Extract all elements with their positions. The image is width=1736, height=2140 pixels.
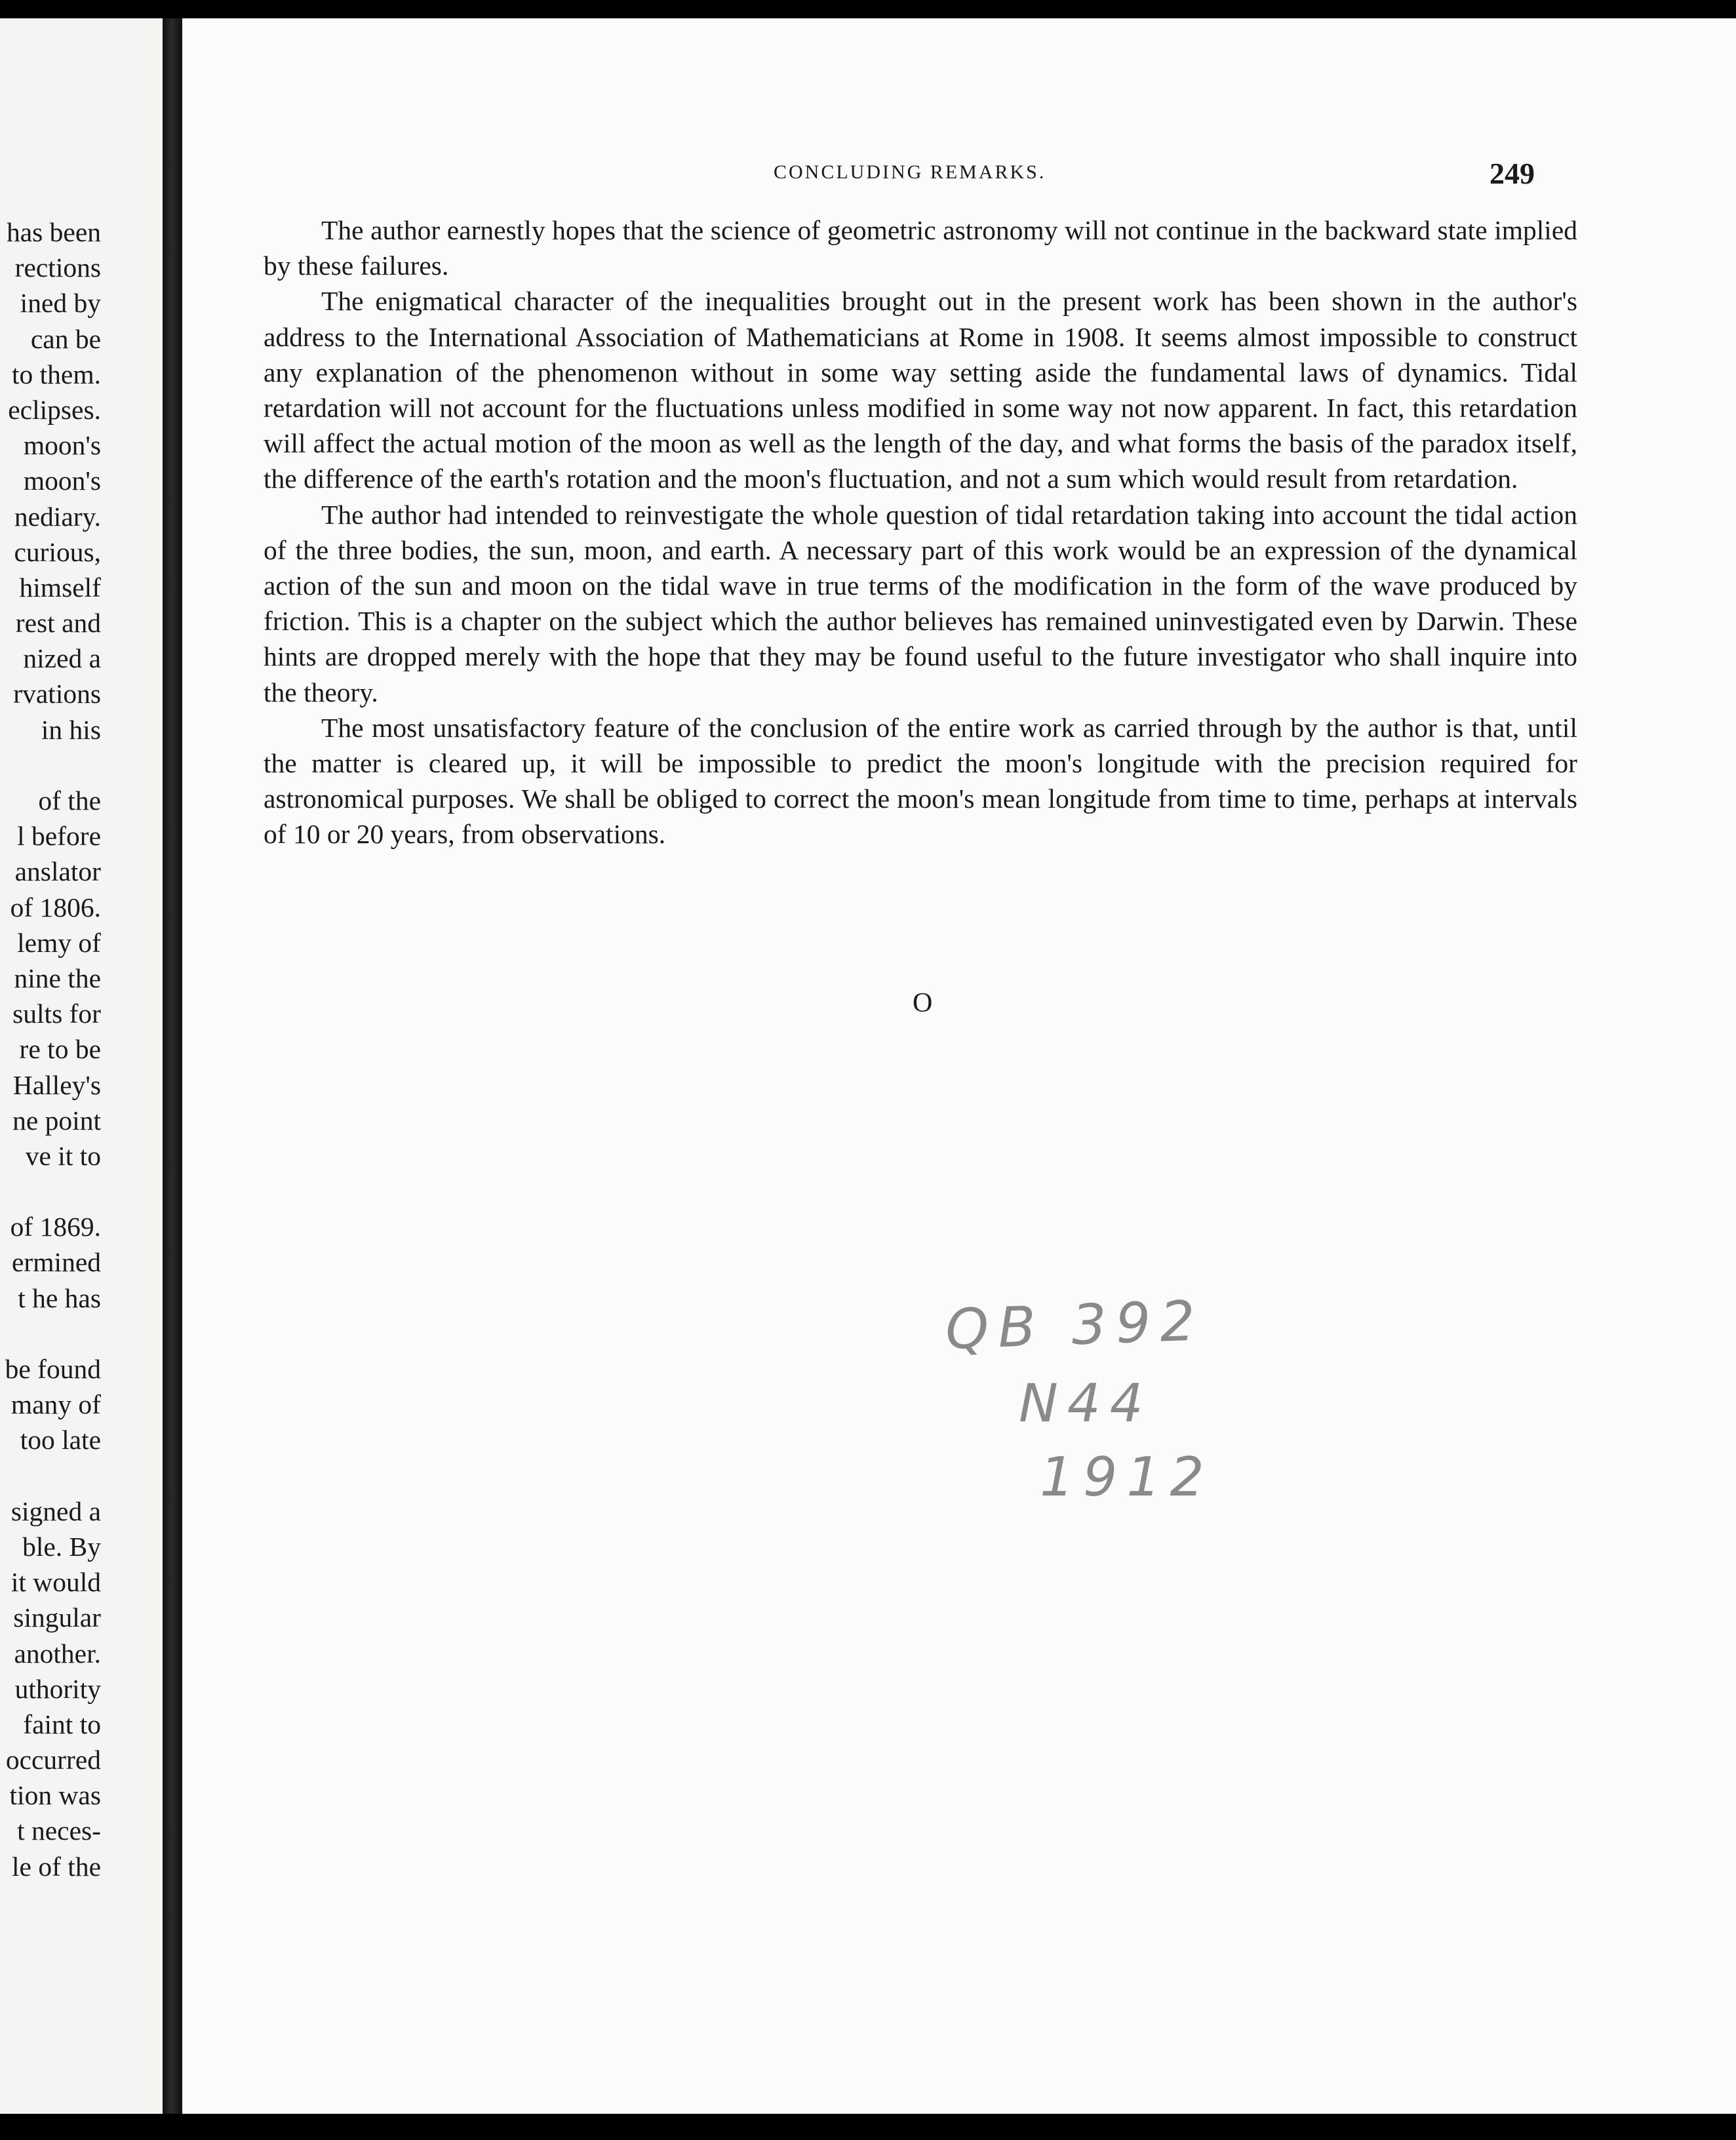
handwritten-call-number-line-3: 1912 xyxy=(1040,1446,1213,1509)
facing-page-line: many of xyxy=(10,1389,101,1420)
facing-page-line: ermined xyxy=(12,1247,101,1278)
page-number: 249 xyxy=(1489,157,1535,190)
facing-page-line: lemy of xyxy=(17,927,101,958)
facing-page-line: of 1806. xyxy=(10,892,101,922)
facing-page-line: can be xyxy=(30,323,101,354)
facing-page-line: moon's xyxy=(23,430,101,461)
facing-page-line xyxy=(5,747,101,783)
handwritten-call-number-line-1: QB 392 xyxy=(944,1288,1206,1362)
handwritten-call-number-line-2: N44 xyxy=(1019,1373,1153,1434)
facing-page-line: occurred xyxy=(5,1745,101,1775)
facing-page-line: ble. By xyxy=(22,1531,101,1562)
body-text xyxy=(264,212,1577,852)
facing-page-line: re to be xyxy=(19,1034,101,1065)
facing-page-line: t he has xyxy=(18,1282,101,1313)
end-mark: O xyxy=(913,988,933,1018)
paragraph: The author earnestly hopes that the science of geometric astronomy will not continue in the backward state implied by these failures. xyxy=(264,215,1577,281)
facing-page-line: to them. xyxy=(11,359,101,389)
facing-page-line: tion was xyxy=(9,1780,101,1811)
facing-page-line: nediary. xyxy=(14,501,101,532)
facing-page-line: too late xyxy=(20,1425,101,1456)
facing-page-line xyxy=(5,1458,101,1494)
book-page xyxy=(182,18,1736,2114)
facing-page-line: faint to xyxy=(23,1709,101,1739)
paragraph: The enigmatical character of the inequalities brought out in the present work has been shown in the author's address to the International Association of Mathematicians at Rome in 1908. It seems almost impossible to construct any explanation of the phenomenon without in some way setting aside the fundamental laws of dynamics. Tidal retardation will not account for the fluctuations unless modified in some way not now apparent. In fact, this retardation will affect the actual motion of the moon as well as the length of the day, and what forms the basis of the paradox itself, the difference of the earth's rotation and the moon's fluctuation, and not a sum which would result from retardation. xyxy=(264,286,1577,494)
facing-page-line: nine the xyxy=(14,962,101,993)
facing-page-line: ve it to xyxy=(25,1140,101,1171)
facing-page-line: Halley's xyxy=(12,1069,101,1100)
facing-page-line: rest and xyxy=(15,608,101,639)
facing-page-line: rections xyxy=(14,252,101,283)
facing-page-line: t neces- xyxy=(17,1815,101,1846)
facing-page-line xyxy=(5,1316,101,1351)
running-head: CONCLUDING REMARKS. xyxy=(774,161,1046,183)
facing-page-text xyxy=(5,214,101,1884)
facing-page-line: uthority xyxy=(14,1673,101,1704)
facing-page-line: in his xyxy=(41,714,101,745)
facing-page-line: signed a xyxy=(10,1496,101,1526)
facing-page-line: of 1869. xyxy=(10,1212,101,1242)
facing-page-line: moon's xyxy=(23,466,101,496)
facing-page-fragment xyxy=(0,18,163,2114)
facing-page-line: another. xyxy=(14,1638,101,1669)
facing-page-line: nized a xyxy=(23,643,101,674)
book-gutter xyxy=(163,18,182,2114)
facing-page-line: it would xyxy=(10,1567,101,1598)
facing-page-line: curious, xyxy=(14,536,101,567)
paragraph: The most unsatisfactory feature of the conclusion of the entire work as carried through by the author is that, until the matter is cleared up, it will be impossible to predict the moon's longitude with the precision required for astronomical purposes. We shall be obliged to correct the moon's mean longitude from time to time, perhaps at intervals of 10 or 20 years, from observations. xyxy=(264,712,1577,850)
facing-page-line: rvations xyxy=(13,679,101,709)
facing-page-line: be found xyxy=(5,1354,101,1384)
page-header xyxy=(182,157,1736,193)
facing-page-line: has been xyxy=(6,217,101,247)
facing-page-line: eclipses. xyxy=(8,394,101,425)
facing-page-line: anslator xyxy=(14,856,101,887)
facing-page-line: himself xyxy=(19,572,101,603)
facing-page-line: singular xyxy=(13,1602,101,1633)
facing-page-line: of the xyxy=(38,785,101,816)
facing-page-line: ne point xyxy=(12,1105,101,1136)
facing-page-line: le of the xyxy=(12,1851,101,1882)
facing-page-line xyxy=(5,1174,101,1209)
facing-page-line: l before xyxy=(17,821,101,852)
paragraph: The author had intended to reinvestigate the whole question of tidal retardation taking into account the tidal action of the three bodies, the sun, moon, and earth. A necessary part of this work would be an expression of the dynamical action of the sun and moon on the tidal wave in true terms of the modification in the form of the wave produced by friction. This is a chapter on the subject which the author believes has remained uninvestigated even by Darwin. These hints are dropped merely with the hope that they may be found useful to the future investigator who shall inquire into the theory. xyxy=(264,499,1577,707)
facing-page-line: ined by xyxy=(20,288,101,319)
facing-page-line: sults for xyxy=(12,999,101,1029)
